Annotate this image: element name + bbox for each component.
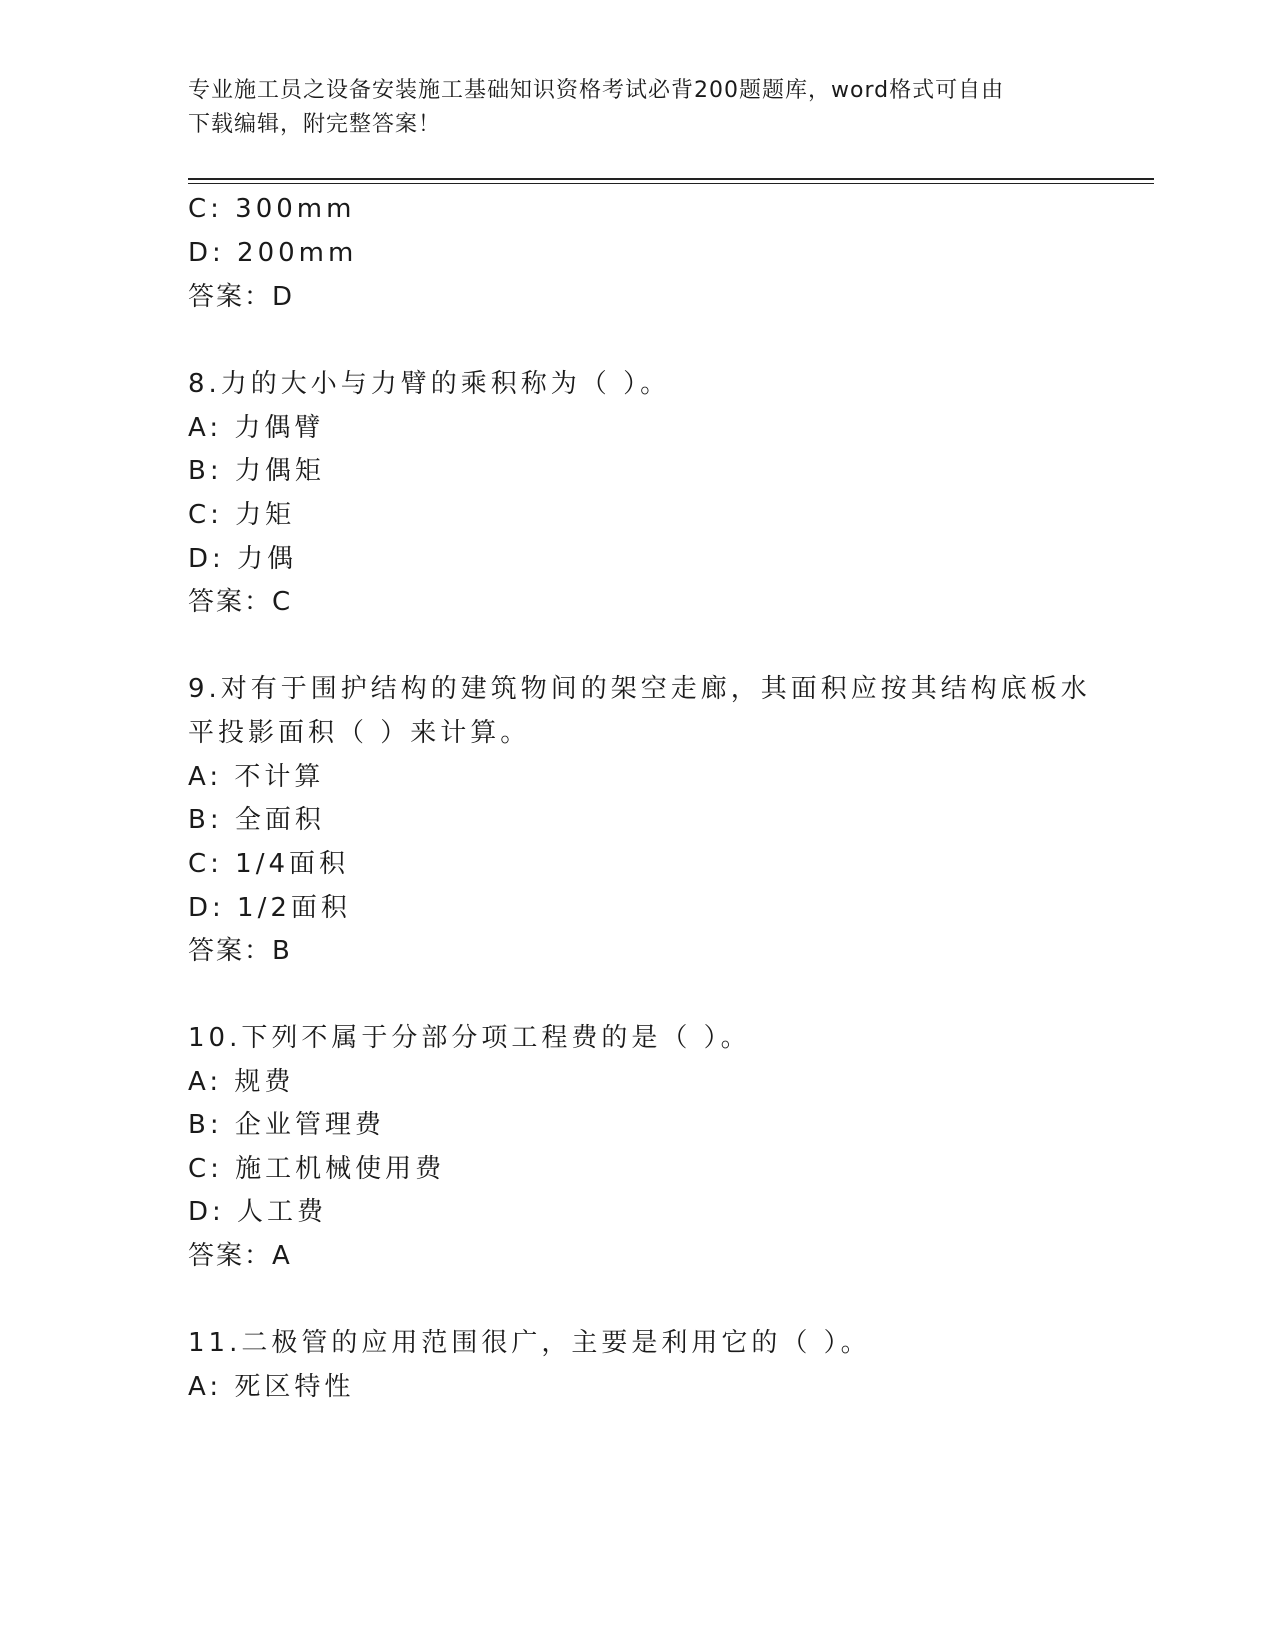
q9-option-c: C: 1/4面积 — [188, 849, 350, 879]
q8-option-a: A: 力偶臂 — [188, 413, 325, 443]
header-title-line-1: 专业施工员之设备安装施工基础知识资格考试必背200题题库，word格式可自由 — [188, 78, 1005, 103]
header-title-line-2: 下载编辑，附完整答案！ — [188, 112, 442, 137]
header-divider-thick — [188, 178, 1154, 180]
q8-answer: 答案：C — [188, 587, 293, 617]
q9-answer: 答案：B — [188, 936, 292, 966]
q10-answer: 答案：A — [188, 1241, 292, 1271]
q9-option-b: B: 全面积 — [188, 805, 325, 835]
q10-option-c: C: 施工机械使用费 — [188, 1154, 446, 1184]
q10-option-d: D: 人工费 — [188, 1197, 328, 1227]
q10-option-b: B: 企业管理费 — [188, 1110, 385, 1140]
q7-option-c: C: 300mm — [188, 194, 356, 224]
q11-option-a: A: 死区特性 — [188, 1372, 355, 1402]
q8-option-b: B: 力偶矩 — [188, 456, 325, 486]
document-header — [188, 74, 1068, 142]
q9-question-line-2: 平投影面积（ ）来计算。 — [188, 718, 531, 748]
header-divider-thin — [188, 183, 1154, 184]
q11-question: 11.二极管的应用范围很广，主要是利用它的（ ）。 — [188, 1328, 871, 1358]
q9-option-d: D: 1/2面积 — [188, 893, 351, 923]
q7-option-d: D: 200mm — [188, 238, 358, 268]
q8-option-d: D: 力偶 — [188, 544, 298, 574]
q10-option-a: A: 规费 — [188, 1067, 295, 1097]
q8-option-c: C: 力矩 — [188, 500, 296, 530]
q8-question: 8.力的大小与力臂的乘积称为（ ）。 — [188, 369, 671, 399]
q9-question-line-1: 9.对有于围护结构的建筑物间的架空走廊，其面积应按其结构底板水 — [188, 674, 1091, 704]
q9-option-a: A: 不计算 — [188, 762, 325, 792]
q7-answer: 答案：D — [188, 282, 295, 312]
q10-question: 10.下列不属于分部分项工程费的是（ ）。 — [188, 1023, 751, 1053]
